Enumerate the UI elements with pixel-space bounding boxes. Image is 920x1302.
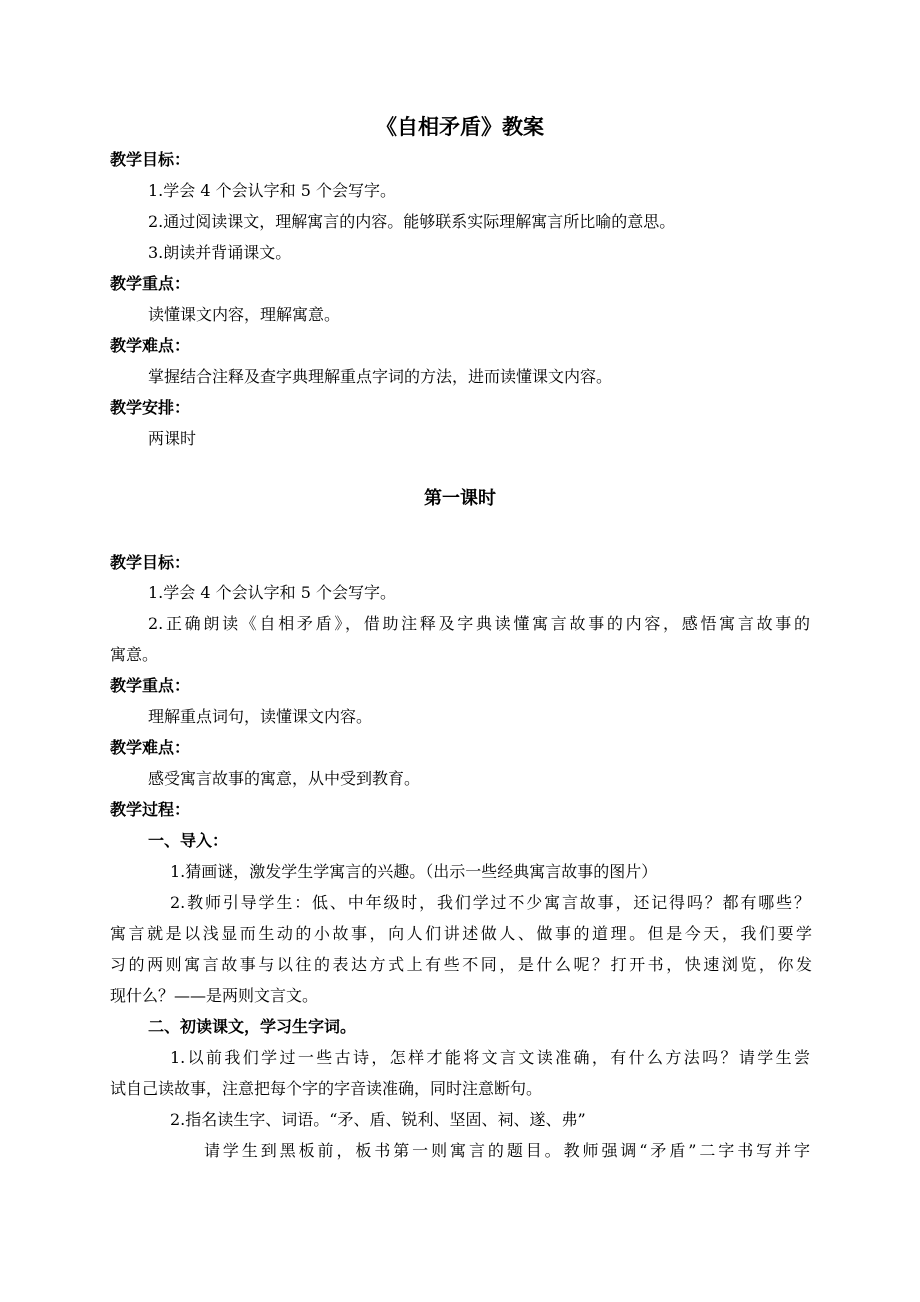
section1-item-cont: 寓言就是以浅显而生动的小故事，向人们讲述做人、做事的道理。但是今天，我们要学 [110,924,812,943]
goals-heading: 教学目标： [110,150,191,169]
goal-item: 3.朗读并背诵课文。 [148,243,292,262]
key-text: 读懂课文内容，理解寓意。 [148,305,341,324]
section1-item-cont: 习的两则寓言故事与以往的表达方式上有些不同，是什么呢？打开书，快速浏览，你发 [110,955,812,974]
section2-item: 请学生到黑板前，板书第一则寓言的题目。教师强调“矛盾”二字书写并字 [204,1141,810,1160]
lesson1-key-heading: 教学重点： [110,676,191,695]
section1-item: 1.猜画谜，激发学生学寓言的兴趣。（出示一些经典寓言故事的图片） [170,862,658,881]
lesson1-key: 理解重点词句，读懂课文内容。 [148,707,373,726]
section2-item-cont: 试自己读故事，注意把每个字的字音读准确，同时注意断句。 [110,1079,543,1098]
key-heading: 教学重点： [110,274,191,293]
difficulty-text: 掌握结合注释及查字典理解重点字词的方法，进而读懂课文内容。 [148,367,613,386]
document-title: 《自相矛盾》教案 [376,115,544,139]
goal-item: 2.通过阅读课文，理解寓言的内容。能够联系实际理解寓言所比喻的意思。 [148,212,676,231]
section2-item: 1.以前我们学过一些古诗，怎样才能将文言文读准确，有什么方法吗？请学生尝 [170,1048,810,1067]
lesson1-difficulty-heading: 教学难点： [110,738,191,757]
section1-item-cont: 现什么？——是两则文言文。 [110,986,319,1005]
lesson1-goal-cont: 寓意。 [110,645,159,664]
goal-item: 1.学会 4 个会认字和 5 个会写字。 [148,181,396,200]
process-heading: 教学过程： [110,800,191,819]
section2-item: 2.指名读生字、词语。“矛、盾、锐利、坚固、祠、遂、弗” [170,1110,586,1129]
section1-heading: 一、导入： [148,831,229,850]
lesson1-goal: 2.正确朗读《自相矛盾》，借助注释及字典读懂寓言故事的内容，感悟寓言故事的 [148,614,810,633]
lesson1-goals-heading: 教学目标： [110,553,191,572]
lesson1-heading: 第一课时 [424,488,496,509]
section1-item: 2.教师引导学生：低、中年级时，我们学过不少寓言故事，还记得吗？都有哪些？ [170,893,810,912]
lesson1-difficulty: 感受寓言故事的寓意，从中受到教育。 [148,769,421,788]
difficulty-heading: 教学难点： [110,336,191,355]
schedule-text: 两课时 [148,429,197,448]
schedule-heading: 教学安排： [110,398,191,417]
section2-heading: 二、初读课文，学习生字词。 [148,1017,357,1036]
lesson1-goal: 1.学会 4 个会认字和 5 个会写字。 [148,583,396,602]
